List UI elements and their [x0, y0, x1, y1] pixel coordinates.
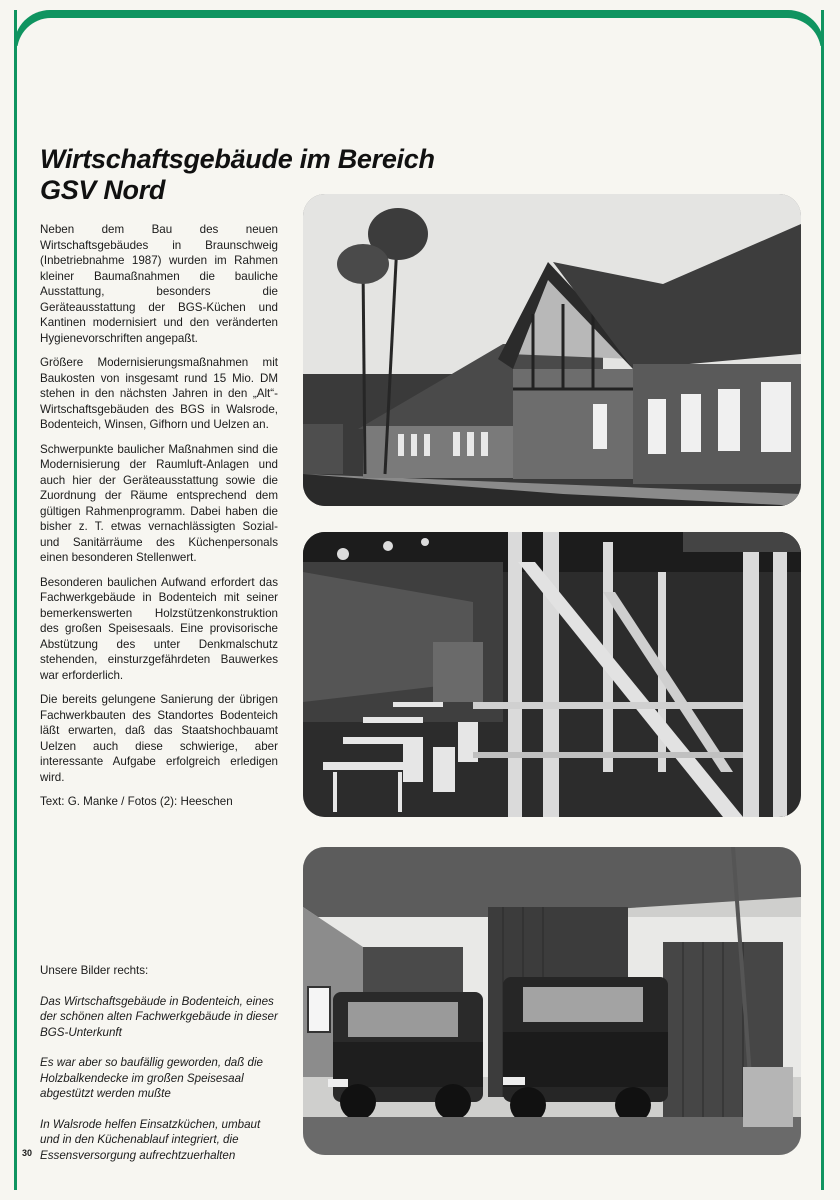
- caption-item: Es war aber so baufällig geworden, daß die Holzbalkendecke im großen Speisesaal abgestützt werden mußte: [40, 1056, 263, 1100]
- photo-captions: [40, 963, 280, 1178]
- title-line-1: Wirtschaftsgebäude im Bereich: [40, 144, 435, 174]
- paragraph: Neben dem Bau des neuen Wirtschaftsgebäudes in Braunschweig (Inbetriebnahme 1987) wurden im Rahmen kleiner Baumaßnahmen die bauliche Ausstattung, besonders die Geräteausstattung der BGS-Küchen und Kantinen modernisiert und den veränderten Hygienevorschriften angepaßt.: [40, 223, 278, 345]
- photo-dining-hall-supports: [303, 532, 801, 817]
- paragraph: Größere Modernisierungsmaßnahmen mit Baukosten von insgesamt rund 15 Mio. DM stehen in den nächsten Jahren in den „Alt“-Wirtschaftsgebäuden des BGS in Walsrode, Bodenteich, Winsen, Gifhorn und Uelzen an.: [40, 356, 278, 431]
- captions-lead: Unsere Bilder rechts:: [40, 964, 149, 977]
- photo-credit: Text: G. Manke / Fotos (2): Heeschen: [40, 795, 233, 808]
- title-line-2: GSV Nord: [40, 175, 166, 205]
- photo-building-exterior: [303, 194, 801, 506]
- paragraph: Besonderen baulichen Aufwand erfordert das Fachwerkgebäude in Bodenteich mit seiner bemerkenswerten Holzstützenkonstruktion des großen Speisesaals. Eine provisorische Abstützung des unter Denkmalschutz stehenden, einsturzgefährdeten Bauwerkes war erforderlich.: [40, 575, 278, 682]
- caption-item: In Walsrode helfen Einsatzküchen, umbaut und in den Küchenablauf integriert, die Essensversorgung aufrechtzuerhalten: [40, 1117, 261, 1162]
- page-number: 30: [22, 1148, 33, 1158]
- photo-field-kitchen-trucks: [303, 847, 801, 1155]
- paragraph: Die bereits gelungene Sanierung der übrigen Fachwerkbauten des Standortes Bodenteich läßt erwarten, daß das Staatshochbauamt Uelzen auch diese schwierige, aber interessante Aufgabe erfolgreich erledigen wird.: [40, 693, 278, 784]
- article-body: [40, 222, 278, 819]
- paragraph: Schwerpunkte baulicher Maßnahmen sind die Modernisierung der Raumluft-Anlagen und auch hier der Geräteausstattung sowie die Zuordnung der Räume entsprechend dem gültigen Rahmenprogramm. Dabei haben die bisher z. T. etwas vernachlässigten Sozial- und Sanitärräume des Küchenpersonals einen besonderen Stellenwert.: [40, 442, 278, 564]
- caption-item: Das Wirtschaftsgebäude in Bodenteich, eines der schönen alten Fachwerkgebäude in dieser BGS-Unterkunft: [40, 994, 278, 1039]
